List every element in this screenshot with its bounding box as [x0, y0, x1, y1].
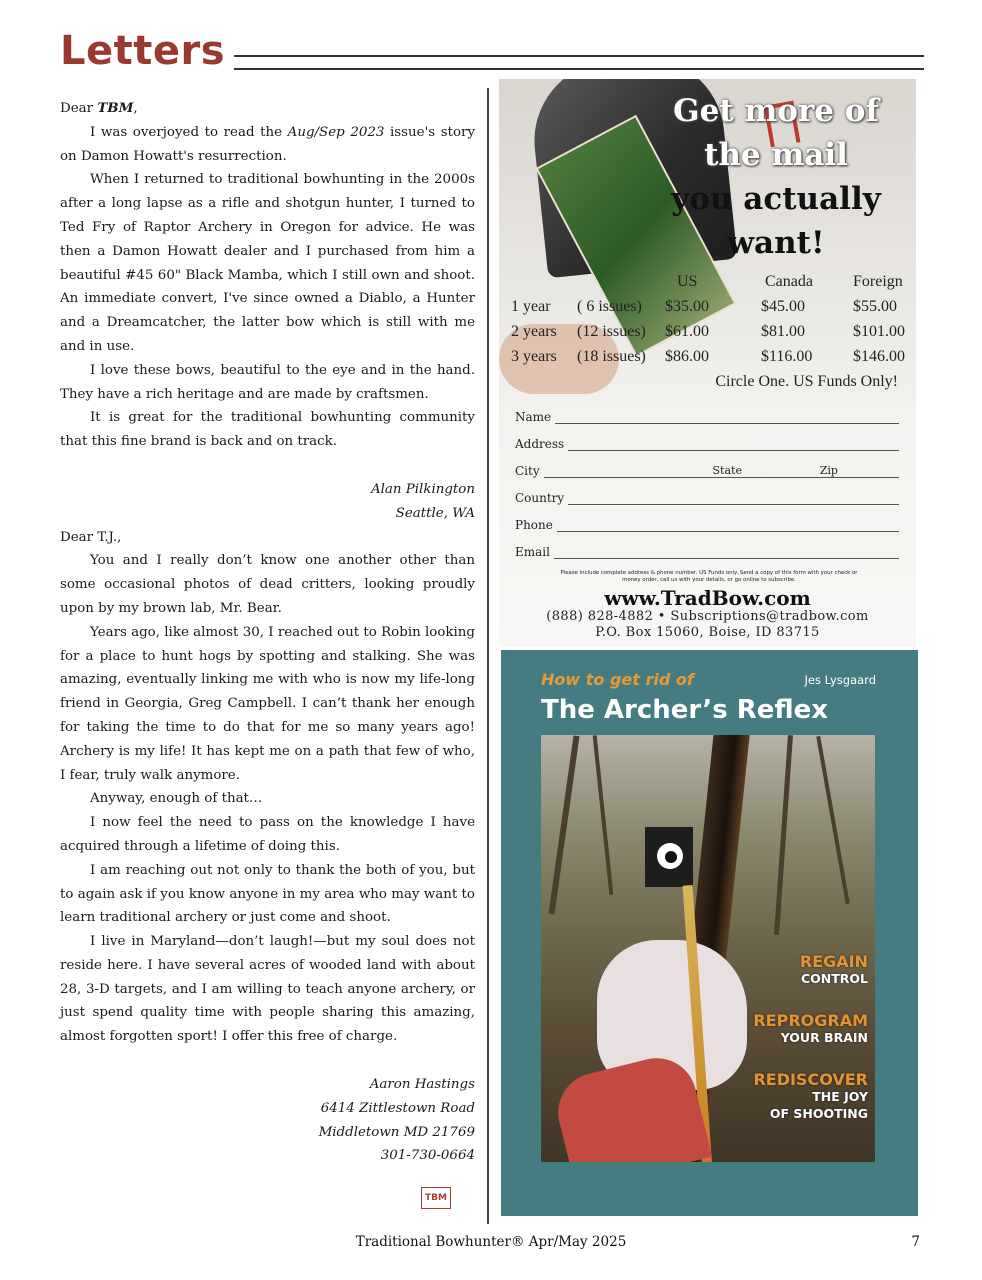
zip-field[interactable] [842, 465, 899, 478]
header-rule-bottom [234, 68, 924, 70]
letter2-paragraph: I am reaching out not only to thank the both of you, but to again ask if you know anyone in my area who may want to learn traditional archery or just come and shoot. [60, 862, 475, 926]
name-label: Name [515, 410, 552, 424]
price-row[interactable]: 1 year ( 6 issues) $35.00 $45.00 $55.00 [511, 297, 897, 315]
website-link[interactable]: www.TradBow.com [604, 586, 811, 610]
letter2-paragraph: You and I really don’t know one another other than some occasional photos of dead critters, looking proudly upon by my brown lab, Mr. Bear. [60, 553, 475, 616]
header-rule-top [234, 55, 924, 57]
col-foreign: Foreign [853, 272, 903, 290]
letters-column [60, 97, 475, 1168]
country-field[interactable] [568, 492, 899, 505]
letter2-signature-address: 6414 Zittlestown Road [320, 1100, 475, 1116]
letter2-signature-city: Middletown MD 21769 [318, 1124, 475, 1140]
letter1-paragraph: I love these bows, beautiful to the eye and in the hand. They have a rich heritage and are made by craftsmen. [60, 362, 475, 402]
state-field[interactable] [746, 465, 816, 478]
letter1-paragraph: It is great for the traditional bowhunting community that this fine brand is back and on track. [60, 410, 475, 450]
footer-publication: Traditional Bowhunter® Apr/May 2025 [355, 1234, 627, 1250]
letter1-paragraph: I was overjoyed to read the Aug/Sep 2023 issue's story on Damon Howatt's resurrection. [60, 124, 476, 164]
subscription-ad[interactable] [499, 79, 916, 647]
name-field[interactable] [555, 411, 899, 424]
slogan-rediscover: REDISCOVER THE JOY OF SHOOTING [753, 1070, 868, 1121]
address-label: Address [515, 437, 565, 451]
letter2-paragraph: Anyway, enough of that… [90, 791, 263, 807]
letter1-signature-location: Seattle, WA [395, 505, 475, 521]
book-title: The Archer’s Reflex [541, 695, 829, 725]
contact-phone-email[interactable]: (888) 828-4882 • Subscriptions@tradbow.com [546, 609, 869, 624]
email-label: Email [515, 545, 550, 559]
page-number: 7 [911, 1234, 920, 1250]
city-label: City [515, 464, 540, 478]
email-field[interactable] [554, 546, 899, 559]
letter2-paragraph: I live in Maryland—don’t laugh!—but my soul does not reside here. I have several acres of wooded land with about 28, 3-D targets, and I am willing to teach anyone archery, or just spend quality time with people sharing this amazing, almost forgotten sport! I offer this free of charge. [60, 934, 475, 1045]
price-row[interactable]: 3 years (18 issues) $86.00 $116.00 $146.00 [511, 347, 905, 365]
slogan-regain: REGAIN CONTROL [799, 952, 868, 986]
contact-info [499, 609, 916, 641]
ad-headline: Get more of the mail you actually want! [671, 93, 881, 261]
zip-label: Zip [816, 464, 842, 478]
letter2-salutation: Dear T.J., [60, 529, 122, 545]
circle-one-note: Circle One. US Funds Only! [715, 373, 898, 390]
letter2-paragraph: I now feel the need to pass on the knowledge I have acquired through a lifetime of doing this. [60, 815, 475, 854]
contact-address: P.O. Box 15060, Boise, ID 83715 [595, 625, 820, 640]
price-row[interactable]: 2 years (12 issues) $61.00 $81.00 $101.00 [511, 322, 905, 340]
book-author: Jes Lysgaard [804, 673, 876, 687]
letter1-signature-name: Alan Pilkington [370, 481, 475, 497]
letter2-signature-name: Aaron Hastings [369, 1077, 475, 1093]
letter2-paragraph: Years ago, like almost 30, I reached out to Robin looking for a place to hunt hogs by spotting and stalking. She was amazing, eventually linking me with who is now my life-long friend in Georgia, Greg Campbell. I can’t thank her enough for taking the time to do that for me so many years ago! Archery is my life! It has kept me on a path that few of who, I fear, truly walk anymore. [60, 624, 475, 783]
address-field[interactable] [568, 438, 899, 451]
page-title: Letters [60, 28, 226, 74]
city-field[interactable] [544, 465, 709, 478]
col-us: US [677, 272, 698, 290]
phone-label: Phone [515, 518, 553, 532]
phone-field[interactable] [557, 519, 899, 532]
tbm-end-logo: TBM [421, 1187, 451, 1209]
state-label: State [709, 464, 746, 478]
fine-print: Please include complete address & phone number. US Funds only. Send a copy of this form with your check or money order, call us with your details, or go online to subscribe. [560, 570, 858, 583]
book-kicker: How to get rid of [541, 670, 694, 689]
letter2-signature-phone: 301-730-0664 [380, 1148, 475, 1164]
book-ad[interactable] [501, 650, 918, 1216]
country-label: Country [515, 491, 565, 505]
price-table [511, 269, 913, 369]
price-header-row [511, 269, 913, 294]
subscription-form [515, 397, 899, 559]
target-icon [645, 827, 693, 887]
column-divider [487, 88, 489, 1224]
col-canada: Canada [765, 272, 813, 290]
letter1-salutation: Dear TBM, [60, 100, 138, 116]
slogan-reprogram: REPROGRAM YOUR BRAIN [753, 1011, 868, 1045]
letter1-paragraph: When I returned to traditional bowhunting in the 2000s after a long lapse as a rifle and shotgun hunter, I turned to Ted Fry of Raptor Archery in Oregon for advice. He was then a Damon Howatt dealer and I purchased from him a beautiful #45 60" Black Mamba, which I still own and shoot. An immediate convert, I've since owned a Diablo, a Hunter and a Dreamcatcher, the latter bow which is still with me and in use. [60, 172, 475, 354]
